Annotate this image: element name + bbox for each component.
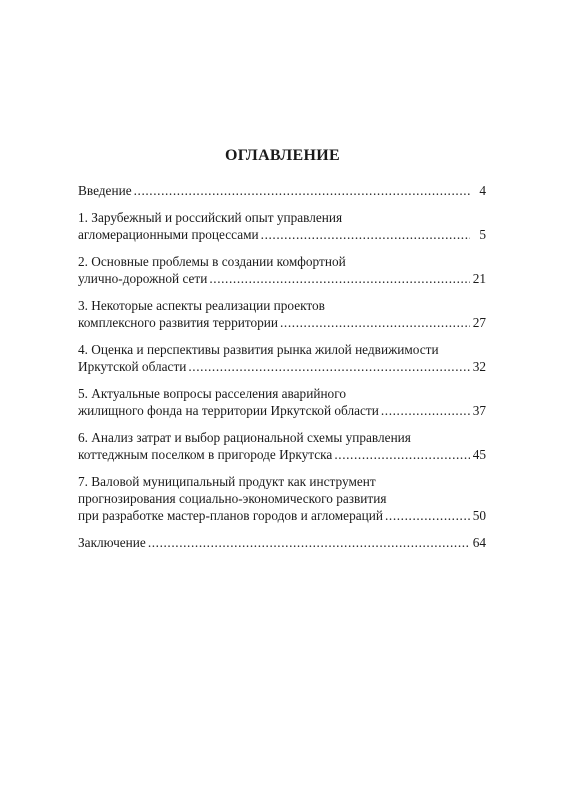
- dot-leader: [381, 402, 470, 419]
- toc-entry-title: комплексного развития территории: [78, 315, 278, 330]
- dot-leader: [280, 314, 470, 331]
- dot-leader: [385, 507, 470, 524]
- toc-entry-chapter-3[interactable]: [78, 297, 486, 331]
- toc-entry-chapter-5[interactable]: [78, 385, 486, 419]
- dot-leader: [134, 182, 470, 199]
- toc-entry-title: 4. Оценка и перспективы развития рынка жилой недвижимости: [78, 342, 439, 357]
- toc-entry-title: 3. Некоторые аспекты реализации проектов: [78, 298, 325, 313]
- toc-entry-title: жилищного фонда на территории Иркутской области: [78, 403, 379, 418]
- toc-page-number: 27: [472, 315, 486, 330]
- dot-leader: [148, 534, 470, 551]
- toc-entry-title: 2. Основные проблемы в создании комфортной: [78, 254, 346, 269]
- toc-entry-chapter-1[interactable]: [78, 209, 486, 243]
- page-title: ОГЛАВЛЕНИЕ: [225, 147, 340, 164]
- toc-page-number: 21: [472, 271, 486, 286]
- toc-entry-title: коттеджным поселком в пригороде Иркутска: [78, 447, 333, 462]
- toc-entry-title: Введение: [78, 183, 132, 198]
- toc-entry-title: 5. Актуальные вопросы расселения аварийного: [78, 386, 346, 401]
- toc-entry-chapter-6[interactable]: [78, 429, 486, 463]
- toc-entry-title: агломерационными процессами: [78, 227, 259, 242]
- toc-page-number: 5: [479, 227, 486, 242]
- toc-entry-chapter-2[interactable]: [78, 253, 486, 287]
- toc-page-number: 37: [472, 403, 486, 418]
- toc-entry-chapter-4[interactable]: [78, 341, 486, 375]
- toc-page-number: 50: [472, 508, 486, 523]
- toc-entry-title: улично-дорожной сети: [78, 271, 208, 286]
- toc-entry-title: 6. Анализ затрат и выбор рациональной схемы управления: [78, 430, 411, 445]
- toc-page-number: 4: [479, 183, 486, 198]
- toc-entry-chapter-7[interactable]: [78, 473, 486, 524]
- dot-leader: [188, 358, 470, 375]
- toc-page-number: 32: [472, 359, 486, 374]
- toc-entry-title: прогнозирования социально-экономического развития: [78, 491, 387, 506]
- table-of-contents: [78, 182, 486, 561]
- dot-leader: [209, 270, 470, 287]
- toc-entry-title: Иркутской области: [78, 359, 187, 374]
- dot-leader: [261, 226, 470, 243]
- toc-page-number: 64: [472, 535, 486, 550]
- toc-entry-conclusion[interactable]: [78, 534, 486, 551]
- toc-page-number: 45: [472, 447, 486, 462]
- toc-entry-introduction[interactable]: [78, 182, 486, 199]
- toc-entry-title: при разработке мастер-планов городов и агломераций: [78, 508, 383, 523]
- dot-leader: [334, 446, 470, 463]
- toc-entry-title: 1. Зарубежный и российский опыт управления: [78, 210, 343, 225]
- toc-entry-title: Заключение: [78, 535, 146, 550]
- toc-entry-title: 7. Валовой муниципальный продукт как инструмент: [78, 474, 376, 489]
